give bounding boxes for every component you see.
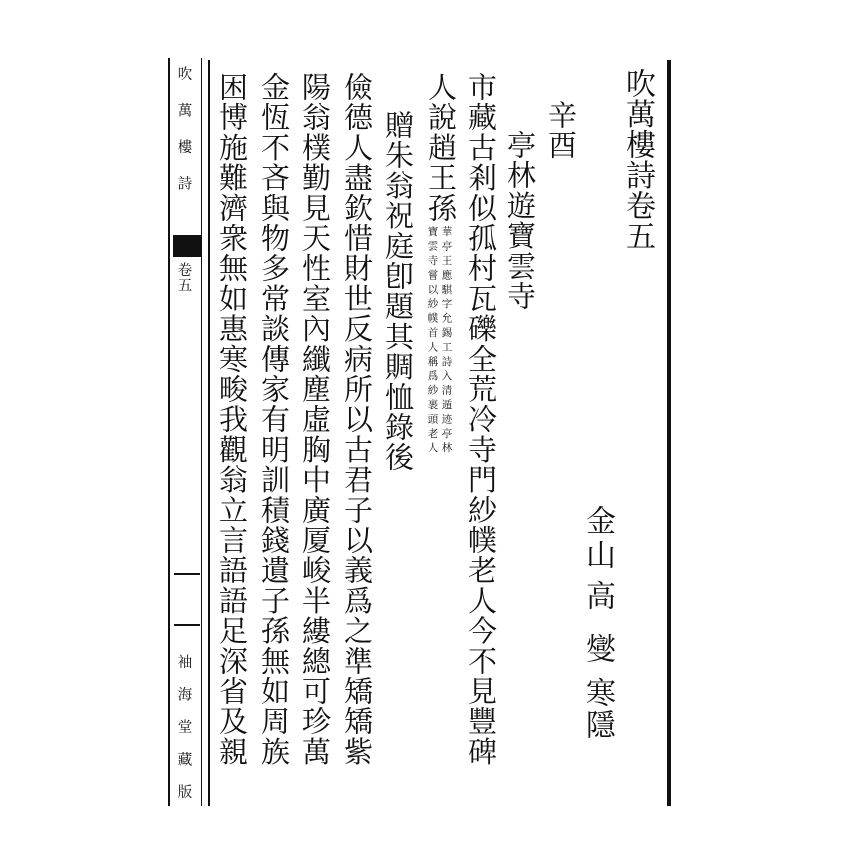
author-surname: 高 (580, 580, 615, 611)
margin-volume: 卷五 (175, 262, 192, 293)
poem2-line: 金恆不吝與物多常談傳家有明訓積錢遺子孫無如周族 (257, 72, 291, 767)
author-style: 寒隱 (580, 677, 615, 741)
section-year: 辛酉 (544, 100, 578, 161)
frame-border-left (208, 60, 210, 806)
volume-title: 吹萬樓詩卷五 (620, 68, 655, 251)
poem1-note-right: 華亭王應騏字允錫工詩入清遁迹亭林 (440, 226, 453, 457)
poem1-line2: 人說趙王孫 (424, 72, 458, 223)
fold-line-left (201, 58, 202, 806)
poem1-title: 亭林遊寶雲寺 (503, 130, 537, 312)
frame-border-right (667, 60, 671, 806)
poem1-line1: 市藏古剎似孤村瓦礫全荒冷寺門紗幞老人今不見豐碑 (464, 72, 498, 767)
poem1-note-left: 寶雲寺嘗以紗幞首人稱爲紗裹頭老人 (426, 226, 439, 457)
margin-divider-bottom (174, 624, 200, 626)
poem2-line: 陽翁樸勤見天性室內纖塵虛胸中廣厦峻半縷總可珍萬 (298, 72, 332, 767)
author-name: 燮 (580, 633, 615, 664)
author-place: 金山 (580, 505, 615, 573)
poem2-title: 贈朱翁祝庭卽題其賙恤錄後 (381, 110, 415, 473)
poem2-line: 困博施難濟衆無如惠寒畯我觀翁立言語語足深省及親 (215, 72, 249, 767)
fishtail-mark (173, 235, 201, 257)
margin-book-title: 吹萬樓詩 (175, 66, 192, 212)
margin-publisher: 袖海堂藏版 (175, 654, 192, 817)
poem2-line: 儉德人盡欽惜財世反病所以古君子以義爲之準矯矯紫 (340, 72, 374, 767)
outer-border-left (168, 58, 170, 806)
margin-divider-top (174, 573, 200, 575)
